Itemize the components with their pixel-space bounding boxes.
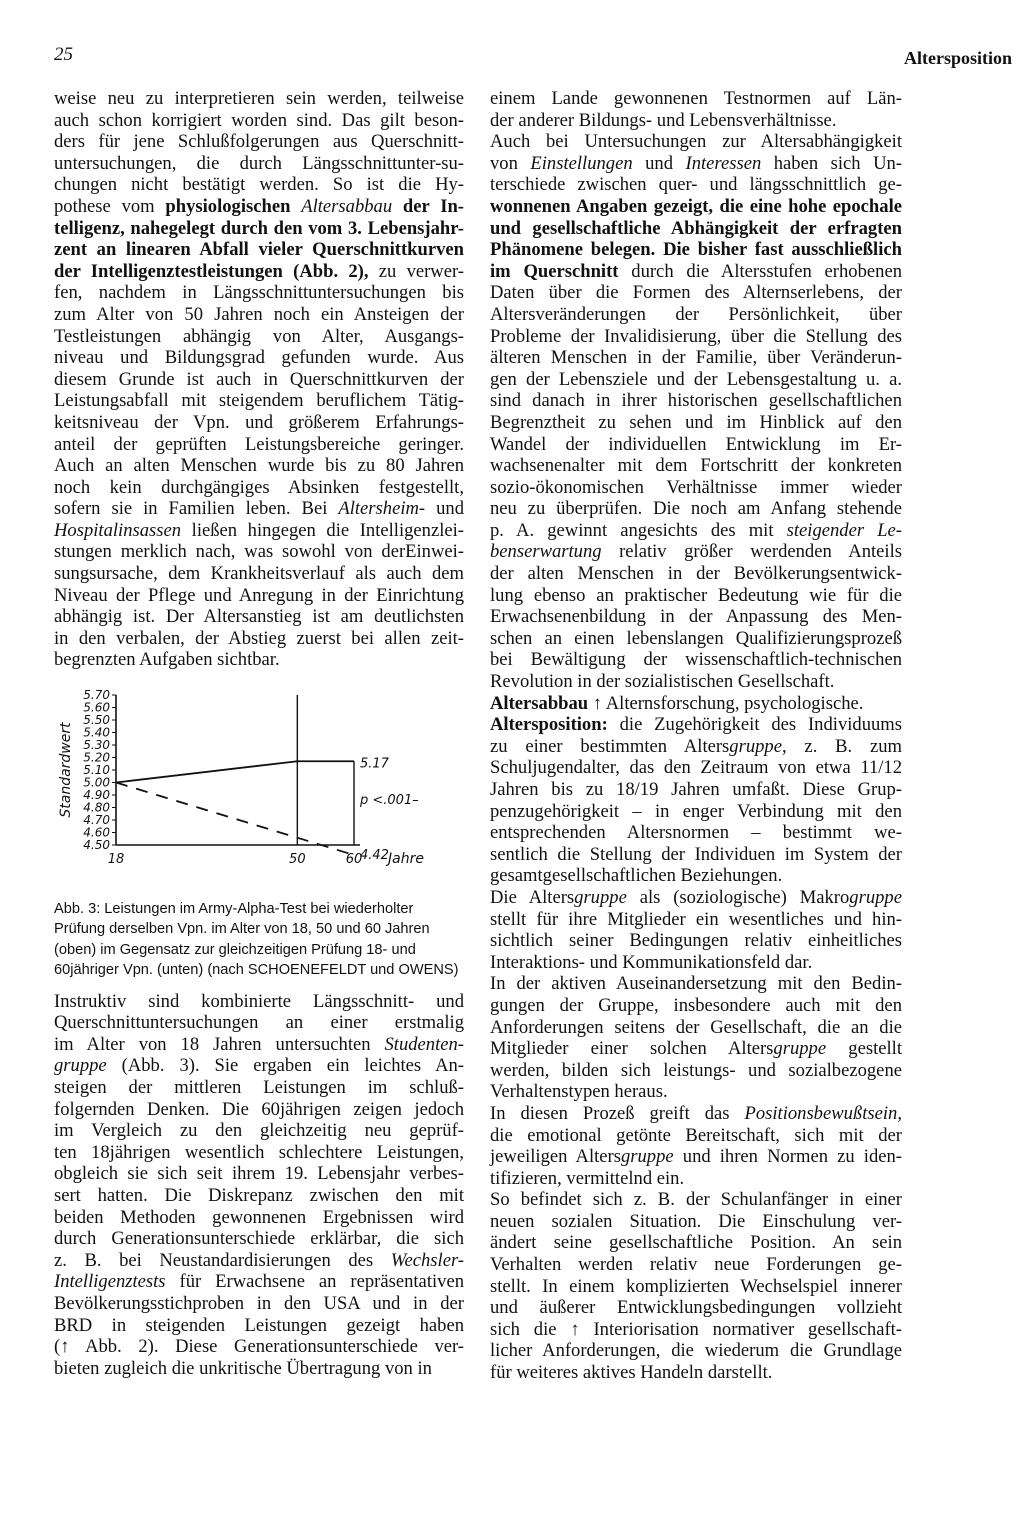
paragraph <box>490 88 902 131</box>
text-line: neu zu überprüfen. Die noch am Anfang stehende <box>490 498 902 520</box>
text-line: Testleistungen abhängig von Alter, Ausgangs- <box>54 325 464 347</box>
x-tick-label: 18 <box>107 852 125 868</box>
dictionary-entry-altersabbau <box>490 693 902 715</box>
text-line: zent an linearen Abfall vieler Querschnittkurven <box>54 239 464 261</box>
text-line: folgernden Denken. Die 60jährigen zeigen jedoch <box>54 1098 464 1120</box>
text-line: Anforderungen seitens der Gesellschaft, die an die <box>490 1016 902 1038</box>
text-line: gungen der Gruppe, insbesondere auch mit den <box>490 994 902 1016</box>
text-line: tifizieren, vermittelnd ein. <box>490 1167 685 1189</box>
y-tick-label: 4.70 <box>83 813 110 828</box>
text-line: gen der Lebensziele und der Lebensgestaltung u. a. <box>490 368 902 390</box>
paragraph <box>490 973 902 1103</box>
text-line: älteren Menschen in der Familie, über Veränderun- <box>490 347 902 369</box>
text-line: und gesellschaftliche Abhängigkeit der erfragten <box>490 217 902 239</box>
text-line: Interaktions- und Kommunikationsfeld dar. <box>490 951 813 973</box>
text-line: werden, bilden sich leistungs- und sozialbezogene <box>490 1059 902 1081</box>
annotation-value-top: 5.17 <box>360 756 389 772</box>
text-line <box>490 714 902 736</box>
text-line: zum Alter von 50 Jahren noch ein Ansteigen der <box>54 303 464 325</box>
text-line: benserwartung relativ größer werdenden Anteils <box>490 541 902 563</box>
text-line: terschiede zwischen quer- und längsschnittlich ge- <box>490 174 902 196</box>
entry-term: Altersposition: <box>490 714 608 736</box>
y-tick-label: 5.60 <box>83 700 110 715</box>
y-tick-label: 4.60 <box>83 825 110 840</box>
text-line: sentlich die Stellung der Individuen im System der <box>490 843 902 865</box>
text-line: untersuchungen, die durch Längsschnittunter-su- <box>54 152 464 174</box>
text-line: stungen merklich nach, was sowohl von derEinwei- <box>54 541 464 563</box>
text-line: pothese vom physiologischen Altersabbau der In- <box>54 195 464 217</box>
text-line: steigen der mittleren Leistungen im schluß- <box>54 1077 464 1099</box>
text-line: Querschnittuntersuchungen an einer erstmalig <box>54 1012 464 1034</box>
page-number: 25 <box>54 44 73 65</box>
y-tick-label: 5.40 <box>83 725 110 740</box>
text-line: stellt. In einem komplizierten Wechselspiel innerer <box>490 1275 902 1297</box>
text-line: neuen sozialen Situation. Die Einschulung ver- <box>490 1210 902 1232</box>
text-line: Verhalten werden relativ neue Forderungen ge- <box>490 1254 902 1276</box>
text-line: jeweiligen Altersgruppe und ihren Normen zu iden- <box>490 1146 902 1168</box>
text-line: Daten über die Formen des Alternserlebens, der <box>490 282 902 304</box>
line-chart <box>54 685 464 895</box>
text-line: sind danach in ihrer historischen gesellschaftlichen <box>490 390 902 412</box>
y-tick-label: 5.10 <box>83 763 110 778</box>
text-line: Schuljugendalter, das den Zeitraum von etwa 11/12 <box>490 757 902 779</box>
text-line: gruppe (Abb. 3). Sie ergaben ein leichtes An- <box>54 1055 464 1077</box>
text-line: auch schon korrigiert worden sind. Das gilt beson- <box>54 109 464 131</box>
text-line: Begrenztheit zu sehen und im Hinblick auf den <box>490 411 902 433</box>
text-line: Instruktiv sind kombinierte Längsschnitt- und <box>54 990 464 1012</box>
running-head: Altersposition <box>904 48 1012 68</box>
figure-caption: Abb. 3: Leistungen im Army-Alpha-Test bei wiederholter Prüfung derselben Vpn. im Alter von 18, 50 und 60 Jahren (oben) im Gegensatz zur gleichzeitigen Prüfung 18- und 60jähriger Vpn. (unten) (nach SCHOENEFELDT und OWENS) <box>54 901 459 979</box>
y-tick-label: 4.90 <box>83 788 110 803</box>
text-line: chungen nicht bestätigt werden. So ist die Hy- <box>54 174 464 196</box>
page-header <box>54 44 1012 72</box>
text-line: Bevölkerungsstichproben in den USA und in der <box>54 1292 464 1314</box>
entry-crossref: ↑ Alternsforschung, psychologische. <box>588 692 864 714</box>
text-line: telligenz, nahegelegt durch den vom 3. Lebensjahr- <box>54 217 464 239</box>
paragraph <box>490 1189 902 1383</box>
paragraph <box>490 131 902 692</box>
text-line: entsprechenden Altersnormen – bestimmt we- <box>490 822 902 844</box>
text-line: von Einstellungen und Interessen haben sich Un- <box>490 152 902 174</box>
text-line: sofern sie in Familien leben. Bei Altersheim- und <box>54 498 464 520</box>
text-line: In der aktiven Auseinandersetzung mit den Bedin- <box>490 973 902 995</box>
text-line: im Alter von 18 Jahren untersuchten Studenten- <box>54 1033 464 1055</box>
left-column <box>54 88 464 1379</box>
text-line: der anderer Bildungs- und Lebensverhältnisse. <box>490 109 837 131</box>
x-tick-label: 60 <box>345 852 363 868</box>
text-line: schen an einen lebenslangen Qualifizierungsprozeß <box>490 627 902 649</box>
x-axis-label: Jahre <box>388 851 424 868</box>
text-line: penzugehörigkeit – in enger Verbindung mit den <box>490 800 902 822</box>
text-line: z. B. bei Neustandardisierungen des Wechsler- <box>54 1249 464 1271</box>
text-line: zu einer bestimmten Altersgruppe, z. B. zum <box>490 735 903 757</box>
text-line: Wandel der individuellen Entwicklung im Er- <box>490 433 902 455</box>
text-line: Revolution in der sozialistischen Gesellschaft. <box>490 671 835 693</box>
text-line: bei Bewältigung der wissenschaftlich-technischen <box>490 649 902 671</box>
series-line-cross-sectional <box>116 783 354 856</box>
text-line: begrenzten Aufgaben sichtbar. <box>54 649 280 671</box>
y-tick-label: 4.50 <box>83 838 110 853</box>
right-column <box>490 88 902 1384</box>
text-line: durch Generationsunterschiede erklärbar, die sich <box>54 1228 464 1250</box>
text-line: obgleich sie sich seit ihrem 19. Lebensjahr verbes- <box>54 1163 464 1185</box>
text-line: Verhaltenstypen heraus. <box>490 1081 668 1103</box>
text-line: Altersveränderungen der Persönlichkeit, über <box>490 303 902 325</box>
text-line: im Querschnitt durch die Altersstufen erhobenen <box>490 260 902 282</box>
text-line: keitsniveau der Vpn. und größerem Erfahrungs- <box>54 411 464 433</box>
text-line: Mitglieder einer solchen Altersgruppe gestellt <box>490 1038 902 1060</box>
text-line: im Vergleich zu den gleichzeitig neu geprüf- <box>54 1120 464 1142</box>
text-line: So befindet sich z. B. der Schulanfänger in einer <box>490 1189 902 1211</box>
text-line: gesamtgesellschaftlichen Beziehungen. <box>490 865 783 887</box>
text-line: Hospitalinsassen ließen hingegen die Intelligenzlei- <box>54 519 464 541</box>
text-line: Niveau der Pflege und Anregung in der Einrichtung <box>54 584 464 606</box>
y-tick-label: 4.80 <box>83 800 110 815</box>
text-line: ders für jene Schlußfolgerungen aus Querschnitt- <box>54 131 464 153</box>
text-line: anteil der geprüften Leistungsbereiche geringer. <box>54 433 464 455</box>
entry-text: die Zugehörigkeit des Individuums <box>607 714 902 736</box>
dictionary-entry-altersposition <box>490 714 902 887</box>
text-line: beiden Methoden gewonnenen Ergebnissen wird <box>54 1206 464 1228</box>
text-line: abhängig ist. Der Altersanstieg ist am deutlichsten <box>54 606 464 628</box>
y-tick-label: 5.00 <box>83 775 110 790</box>
paragraph <box>490 887 902 973</box>
text-line: in den verbalen, der Abstieg zuerst bei allen zeit- <box>54 627 464 649</box>
annotation-value-bottom: 4.42 <box>360 848 389 864</box>
entry-term: Altersabbau <box>490 692 589 714</box>
text-line: Auch bei Untersuchungen zur Altersabhängigkeit <box>490 131 902 153</box>
text-line: wachsenenalter mit dem Fortschritt der konkreten <box>490 455 902 477</box>
text-line: sozio-ökonomischen Verhältnisse immer wieder <box>490 476 902 498</box>
text-line: Probleme der Invalidisierung, über die Stellung des <box>490 325 902 347</box>
text-line: Die Altersgruppe als (soziologische) Makrogruppe <box>490 886 902 908</box>
text-line: (↑ Abb. 2). Diese Generationsunterschiede ver- <box>54 1336 464 1358</box>
y-tick-label: 5.30 <box>83 738 110 753</box>
figure-abb-3 <box>54 685 464 895</box>
text-line: ändert seine gesellschaftliche Position. An sein <box>490 1232 902 1254</box>
text-line: der Intelligenztestleistungen (Abb. 2), zu verwer- <box>54 260 464 282</box>
text-line: sichtlich seiner Bedingungen relativ einheitliches <box>490 930 902 952</box>
text-line: BRD in steigenden Leistungen gezeigt haben <box>54 1314 464 1336</box>
text-line: der alten Menschen in der Bevölkerungsentwick- <box>490 563 902 585</box>
text-line: niveau und Bildungsgrad gefunden wurde. Aus <box>54 347 464 369</box>
annotation-significance: p <.001– <box>360 792 419 808</box>
text-line: Erwachsenenbildung in der Anpassung des Men- <box>490 606 902 628</box>
text-line: bieten zugleich die unkritische Übertragung von in <box>54 1357 432 1379</box>
y-tick-label: 5.50 <box>83 713 110 728</box>
paragraph <box>54 88 464 671</box>
text-line: ten 18jährigen wesentlich schlechtere Leistungen, <box>54 1141 464 1163</box>
text-line: für weiteres aktives Handeln darstellt. <box>490 1362 773 1384</box>
paragraph <box>490 1103 902 1189</box>
text-line: diesem Grunde ist auch in Querschnittkurven der <box>54 368 464 390</box>
text-line: In diesen Prozeß greift das Positionsbewußtsein, <box>490 1102 902 1124</box>
text-line: sungsursache, dem Krankheitsverlauf als auch dem <box>54 563 464 585</box>
text-line: Leistungsabfall mit steigendem beruflichem Tätig- <box>54 390 464 412</box>
text-line: licher Anforderungen, die wiederum die Grundlage <box>490 1340 902 1362</box>
text-line: einem Lande gewonnenen Testnormen auf Län- <box>490 88 902 109</box>
text-line: lung ebenso an praktischer Bedeutung wie für die <box>490 584 902 606</box>
text-line: Jahren bis zu 18/19 Jahren umfaßt. Diese Grup- <box>490 779 902 800</box>
text-line: sert hatten. Die Diskrepanz zwischen den mit <box>54 1185 464 1206</box>
y-tick-label: 5.20 <box>83 750 110 765</box>
text-line: die emotional getönte Bereitschaft, sich mit der <box>490 1124 902 1146</box>
text-line: Intelligenztests für Erwachsene an repräsentativen <box>54 1271 464 1293</box>
text-line: und äußerer Entwicklungsbedingungen vollzieht <box>490 1297 902 1319</box>
text-line: sich die ↑ Interiorisation normativer gesellschaft- <box>490 1318 902 1340</box>
y-axis-label: Standardwert <box>58 722 74 818</box>
text-line: fen, nachdem in Längsschnittuntersuchungen bis <box>54 282 464 304</box>
text-line: Auch an alten Menschen wurde bis zu 80 Jahren <box>54 455 464 477</box>
text-line: weise neu zu interpretieren sein werden, teilweise <box>54 88 464 109</box>
paragraph <box>54 991 464 1380</box>
text-line: noch kein durchgängiges Absinken festgestellt, <box>54 476 464 498</box>
text-line: p. A. gewinnt angesichts des mit steigender Le- <box>490 519 902 541</box>
x-tick-label: 50 <box>289 852 306 868</box>
series-line-longitudinal <box>116 761 354 782</box>
text-line: wonnenen Angaben gezeigt, die eine hohe epochale <box>490 195 902 217</box>
text-line: stellt für ihre Mitglieder ein wesentliches und hin- <box>490 908 902 930</box>
text-line: Phänomene belegen. Die bisher fast ausschließlich <box>490 239 902 261</box>
y-tick-label: 5.70 <box>83 688 110 703</box>
